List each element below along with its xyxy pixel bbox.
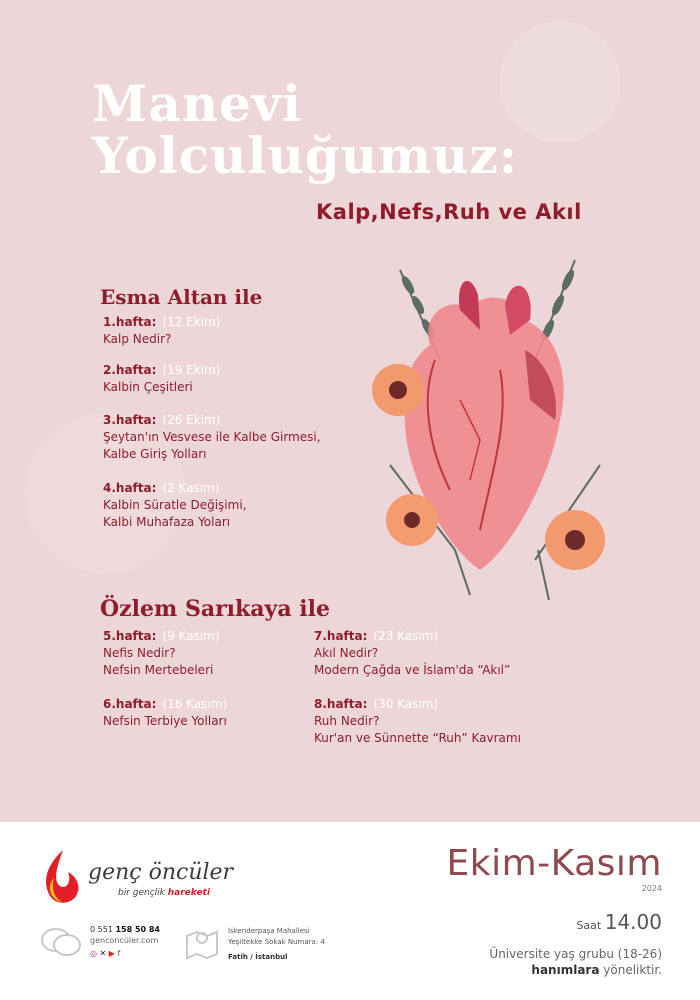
x-icon[interactable]: ✕ (99, 949, 107, 958)
phone-number (90, 924, 160, 935)
week-topic: Kalbi Muhafaza Yoları (103, 515, 231, 529)
section-heading-ozlem: Özlem Sarıkaya ile (100, 596, 330, 622)
week-topic: Nefsin Terbiye Yolları (103, 714, 227, 728)
week-label: 1.hafta: (103, 315, 157, 329)
poster-subtitle: Kalp,Nefs,Ruh ve Akıl (316, 200, 582, 224)
week-topic: Nefsin Mertebeleri (103, 663, 214, 677)
week-7 (314, 628, 614, 679)
week-label: 6.hafta: (103, 697, 157, 711)
social-icons (90, 948, 160, 959)
audience-bold: hanımlara (531, 963, 600, 977)
logo-subtitle (118, 888, 210, 898)
week-label: 3.hafta: (103, 413, 157, 427)
week-topic: Kalbe Giriş Yolları (103, 447, 207, 461)
map-pin-icon (183, 924, 221, 960)
address-line-2: Yeşiltekke Sokak Numara: 4 (228, 938, 325, 946)
week-date: (12 Ekim) (162, 315, 221, 329)
event-period: Ekim-Kasım (446, 843, 662, 884)
week-date: (9 Kasım) (162, 629, 220, 643)
week-topic: Ruh Nedir? (314, 714, 380, 728)
address-line-1: İskenderpaşa Mahallesi (228, 927, 310, 935)
week-topic: Akıl Nedir? (314, 646, 379, 660)
week-date: (23 Kasım) (373, 629, 439, 643)
week-label: 7.hafta: (314, 629, 368, 643)
week-topic: Nefis Nedir? (103, 646, 176, 660)
logo-sub-bold: hareketi (167, 888, 210, 898)
week-label: 4.hafta: (103, 481, 157, 495)
week-3 (103, 412, 403, 463)
title-line-1: Manevi (92, 74, 302, 133)
time-value: 14.00 (604, 910, 662, 934)
week-2 (103, 362, 403, 396)
youtube-icon[interactable]: ▶ (108, 949, 115, 958)
week-date: (30 Kasım) (373, 697, 439, 711)
website: genconcüler.com (90, 936, 159, 945)
audience-line-2 (531, 963, 662, 977)
week-topic: Kur'an ve Sünnette “Ruh” Kavramı (314, 731, 521, 745)
poster-title (92, 74, 519, 185)
week-date: (19 Ekim) (162, 363, 221, 377)
week-topic: Şeytan'ın Vesvese ile Kalbe Girmesi, (103, 430, 321, 444)
event-year: 2024 (641, 884, 662, 893)
title-line-2: Yolculuğumuz: (92, 126, 519, 185)
chat-bubbles-icon (40, 926, 82, 960)
instagram-icon[interactable]: ◎ (90, 949, 97, 958)
week-label: 5.hafta: (103, 629, 157, 643)
phone-prefix: 0 551 (90, 925, 113, 934)
week-date: (16 Kasım) (162, 697, 228, 711)
week-label: 2.hafta: (103, 363, 157, 377)
heart-illustration (360, 250, 610, 600)
event-time (576, 910, 662, 934)
week-date: (26 Ekim) (162, 413, 221, 427)
address (228, 926, 325, 963)
week-topic: Kalbin Süratle Değişimi, (103, 498, 247, 512)
flame-logo-icon (38, 848, 88, 906)
audience-line-1: Üniversite yaş grubu (18-26) (489, 947, 662, 961)
week-4 (103, 480, 403, 531)
phone-bold: 158 50 84 (115, 925, 160, 934)
logo-name: genç öncüler (88, 860, 234, 885)
time-label: Saat (576, 919, 602, 932)
week-label: 8.hafta: (314, 697, 368, 711)
week-8 (314, 696, 614, 747)
logo-sub-prefix: bir gençlik (118, 888, 165, 898)
week-1 (103, 314, 403, 348)
week-topic: Modern Çağda ve İslam'da “Akıl” (314, 663, 511, 677)
week-topic: Kalbin Çeşitleri (103, 380, 193, 394)
audience-rest: yöneliktir. (603, 963, 662, 977)
facebook-icon[interactable]: f (117, 949, 121, 958)
contact-info (90, 924, 160, 959)
week-topic: Kalp Nedir? (103, 332, 172, 346)
week-date: (2 Kasım) (162, 481, 220, 495)
section-heading-esma: Esma Altan ile (100, 285, 263, 309)
address-city: Fatih / İstanbul (228, 953, 288, 961)
